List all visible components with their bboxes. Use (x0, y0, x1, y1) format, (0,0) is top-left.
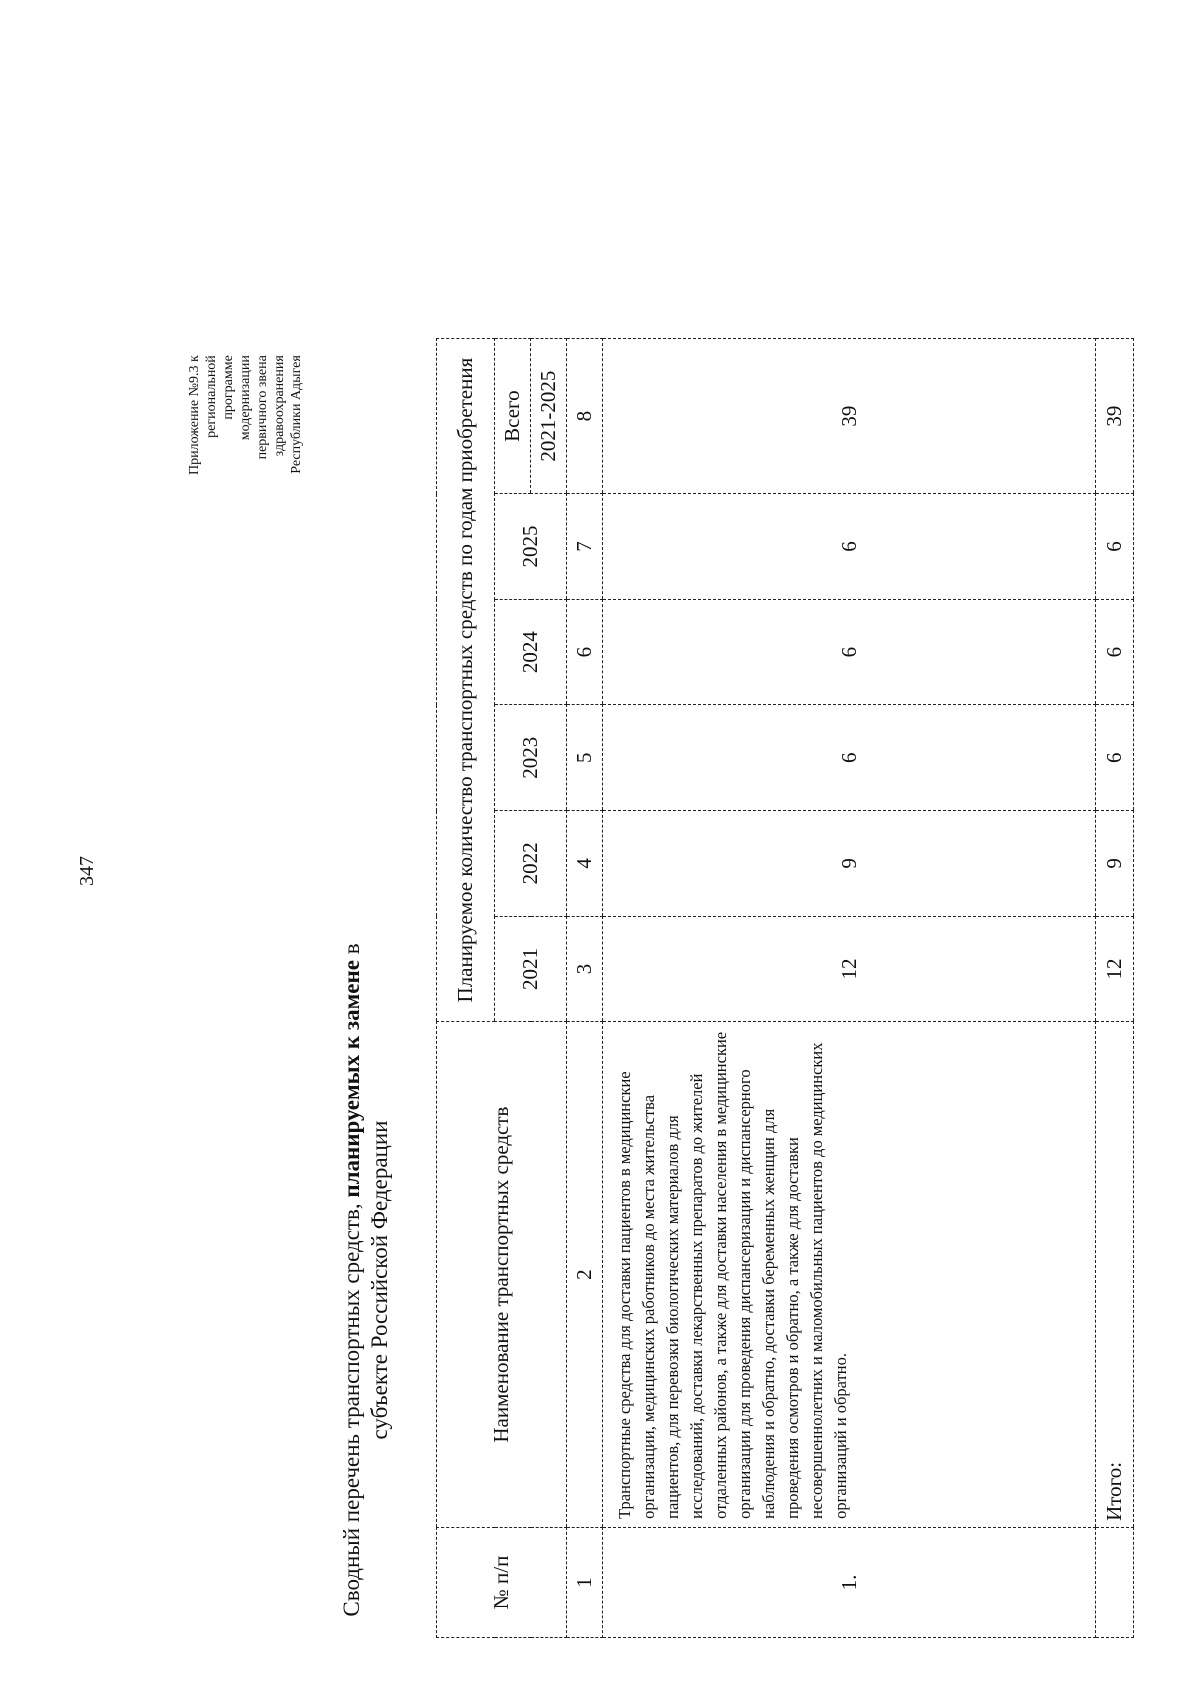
annex-note (186, 355, 305, 475)
total-value: 6 (1096, 705, 1134, 811)
col-number: 5 (567, 705, 603, 811)
total-value: 12 (1096, 916, 1134, 1022)
total-value: 6 (1096, 599, 1134, 705)
col-number: 7 (567, 494, 603, 600)
row-value: 9 (603, 811, 1096, 917)
total-value: 39 (1096, 339, 1134, 494)
col-number: 8 (567, 339, 603, 494)
header-total-range: 2021-2025 (531, 339, 567, 494)
total-value: 9 (1096, 811, 1134, 917)
row-value: 6 (603, 599, 1096, 705)
title-part2: в субъекте Российской Федерации (339, 943, 392, 1440)
col-number: 6 (567, 599, 603, 705)
row-name: Транспортные средства для доставки пациентов в медицинские организации, медицинских работников до места жительства пациентов, для перевозки биологических материалов для исследований, доставки лекарственных препаратов до жителей отдаленных районов, а также для доставки населения в медицинские организации для проведения диспансеризации и диспансерного наблюдения и обратно, доставки беременных женщин для проведения осмотров и обратно, а также для доставки несовершеннолетних и маломобильных пациентов до медицинских организаций и обратно. (603, 1022, 1096, 1528)
header-num: № п/п (437, 1527, 567, 1637)
row-value: 6 (603, 494, 1096, 600)
header-total: Всего (495, 339, 531, 494)
annex-line: здравоохранения (272, 355, 287, 457)
page-number: 347 (76, 856, 98, 886)
col-number: 3 (567, 916, 603, 1022)
header-group: Планируемое количество транспортных средств по годам приобретения (437, 339, 495, 1022)
annex-line: первичного звена (255, 355, 270, 460)
total-row (1096, 339, 1134, 1638)
col-number: 2 (567, 1022, 603, 1528)
annex-line: Республики Адыгея (289, 355, 304, 474)
total-label: Итого: (1096, 1022, 1134, 1528)
header-year: 2025 (495, 494, 567, 600)
table-row (603, 339, 1096, 1638)
header-year: 2022 (495, 811, 567, 917)
document-title (338, 920, 394, 1640)
annex-line: модернизации (238, 355, 253, 441)
row-num: 1. (603, 1527, 1096, 1637)
annex-line: региональной (204, 355, 219, 438)
annex-line: Приложение №9.3 к (187, 355, 202, 475)
header-year: 2023 (495, 705, 567, 811)
total-empty (1096, 1527, 1134, 1637)
row-value: 6 (603, 705, 1096, 811)
header-name: Наименование транспортных средств (437, 1022, 567, 1528)
col-number: 4 (567, 811, 603, 917)
header-year: 2021 (495, 916, 567, 1022)
title-part1: Сводный перечень транспортных средств, (339, 1197, 364, 1617)
col-number: 1 (567, 1527, 603, 1637)
row-value: 12 (603, 916, 1096, 1022)
row-value: 39 (603, 339, 1096, 494)
title-bold: планируемых к замене (339, 960, 364, 1198)
annex-line: программе (221, 355, 236, 420)
vehicles-table (436, 338, 1134, 1638)
header-year: 2024 (495, 599, 567, 705)
total-value: 6 (1096, 494, 1134, 600)
